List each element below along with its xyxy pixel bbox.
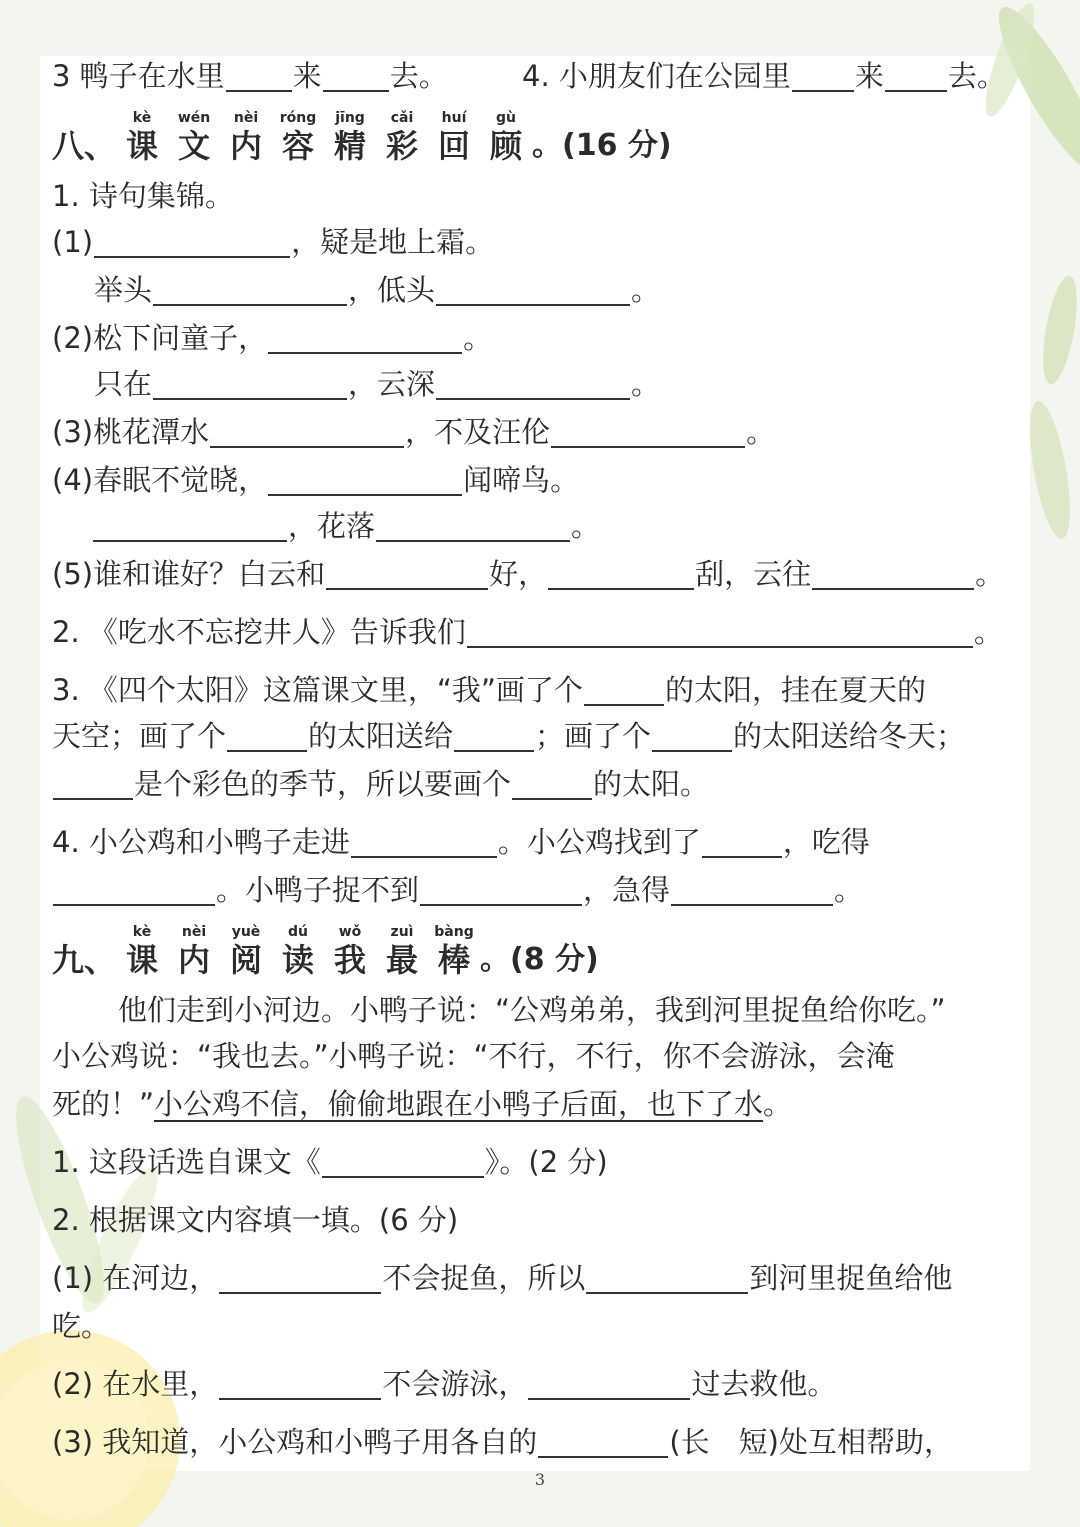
- pinyin: bàng: [434, 924, 474, 940]
- pinyin: wén: [177, 110, 211, 126]
- text: 的太阳。: [593, 767, 710, 801]
- section-number: 九、: [52, 941, 117, 979]
- answer-blank[interactable]: [323, 60, 389, 92]
- text: 。小公鸡找到了: [497, 825, 701, 859]
- text: (2) 在水里，: [52, 1367, 219, 1401]
- poem-5: [52, 554, 1004, 594]
- text: 不会游泳，: [382, 1367, 528, 1401]
- text: 的太阳送给: [308, 719, 454, 753]
- section-8-heading: [52, 110, 672, 166]
- pinyin-char: [324, 110, 376, 166]
- text: 。: [975, 557, 1005, 591]
- answer-blank[interactable]: [420, 874, 582, 906]
- pinyin: dú: [288, 924, 309, 940]
- answer-blank[interactable]: [93, 510, 287, 542]
- answer-blank[interactable]: [538, 1426, 668, 1458]
- page-number: 3: [534, 1470, 546, 1489]
- answer-blank[interactable]: [53, 768, 133, 800]
- q3-four-suns-line-1: [52, 670, 926, 710]
- pinyin: róng: [279, 110, 317, 126]
- passage-line-1: 他们走到小河边。小鸭子说：“公鸡弟弟，我到河里捉鱼给你吃。”: [118, 993, 946, 1027]
- hanzi: 内: [230, 127, 263, 165]
- text: 的太阳送给冬天；: [733, 719, 966, 753]
- pinyin-char: [480, 110, 532, 166]
- text: 闻啼鸟。: [463, 463, 580, 497]
- pinyin-char: [220, 924, 272, 980]
- text: 不会捉鱼，所以: [382, 1261, 586, 1295]
- text: 。: [746, 415, 776, 449]
- answer-blank[interactable]: [219, 1262, 381, 1294]
- answer-blank[interactable]: [227, 720, 307, 752]
- text: ，急得: [583, 873, 671, 907]
- text: 。: [571, 509, 601, 543]
- passage-line-3: [52, 1084, 792, 1124]
- hanzi: 容: [282, 127, 315, 165]
- text: 好，: [489, 557, 548, 591]
- hanzi: 文: [178, 127, 211, 165]
- underlined-sentence: 小公鸡不信，偷偷地跟在小鸭子后面，也下了水: [154, 1087, 764, 1121]
- poem-4-line-2: [92, 506, 600, 546]
- text: (5)谁和谁好？白云和: [52, 557, 326, 591]
- text: ；画了个: [535, 719, 652, 753]
- pinyin: cǎi: [390, 110, 414, 126]
- hanzi: 课: [126, 941, 159, 979]
- hanzi: 棒: [438, 941, 471, 979]
- hanzi: 阅: [230, 941, 263, 979]
- answer-blank[interactable]: [153, 274, 347, 306]
- text: (长 短)处互相帮助，: [669, 1425, 953, 1459]
- text: 死的！”: [52, 1087, 155, 1121]
- text: (2)松下问童子，: [52, 321, 268, 355]
- q3-four-suns-line-2: [52, 716, 965, 756]
- text: 2. 《吃水不忘挖井人》告诉我们: [52, 615, 466, 649]
- answer-blank[interactable]: [351, 826, 497, 858]
- text: 只在: [94, 367, 153, 401]
- pinyin-char: [168, 110, 220, 166]
- text: 是个彩色的季节，所以要画个: [134, 767, 512, 801]
- text: (1): [52, 225, 94, 259]
- q3-four-suns-line-3: [52, 764, 709, 804]
- section-score: 。(8 分): [480, 942, 599, 977]
- answer-blank[interactable]: [219, 1368, 381, 1400]
- pinyin: yuè: [231, 924, 261, 940]
- pinyin: gù: [496, 110, 517, 126]
- text: 去。: [389, 59, 448, 93]
- text: 。: [463, 321, 493, 355]
- answer-blank[interactable]: [53, 874, 215, 906]
- answer-blank[interactable]: [702, 826, 782, 858]
- answer-blank[interactable]: [94, 226, 290, 258]
- poem-1-line-1: [52, 222, 494, 262]
- answer-blank[interactable]: [376, 510, 570, 542]
- text: 4. 小公鸡和小鸭子走进: [52, 825, 350, 859]
- text: ，低头: [348, 273, 436, 307]
- text: 天空；画了个: [52, 719, 227, 753]
- text: 过去救他。: [691, 1367, 837, 1401]
- text: ，吃得: [782, 825, 870, 859]
- answer-blank[interactable]: [512, 768, 592, 800]
- text: 。: [834, 873, 864, 907]
- text: 。: [763, 1087, 793, 1121]
- pinyin: huí: [441, 110, 467, 126]
- section-number: 八、: [52, 127, 117, 165]
- q1-title: 1. 诗句集锦。: [52, 179, 234, 213]
- pinyin-char: [428, 924, 480, 980]
- hanzi: 最: [386, 941, 419, 979]
- text: (4)春眠不觉晓，: [52, 463, 268, 497]
- answer-blank[interactable]: [153, 368, 347, 400]
- text: 3 鸭子在水里: [52, 59, 225, 93]
- text: 到河里捉鱼给他: [749, 1261, 953, 1295]
- answer-blank[interactable]: [584, 674, 664, 706]
- pinyin-char: [376, 110, 428, 166]
- answer-blank[interactable]: [812, 558, 974, 590]
- hanzi: 彩: [386, 127, 419, 165]
- answer-blank[interactable]: [586, 1262, 748, 1294]
- pinyin-char: [272, 110, 324, 166]
- pinyin: kè: [132, 110, 152, 126]
- hanzi: 读: [282, 941, 315, 979]
- reading-q2-item-3: [52, 1422, 953, 1462]
- answer-blank[interactable]: [792, 60, 854, 92]
- hanzi: 回: [438, 127, 471, 165]
- text: 。: [973, 615, 1003, 649]
- reading-q1: [52, 1142, 608, 1182]
- text: 3. 《四个太阳》这篇课文里，“我”画了个: [52, 673, 583, 707]
- text: ，花落: [288, 509, 376, 543]
- reading-q2-item-1: [52, 1258, 952, 1298]
- reading-q2-title: 2. 根据课文内容填一填。(6 分): [52, 1203, 459, 1237]
- fill-question-duck: [52, 56, 448, 96]
- poem-2-line-1: [52, 318, 492, 358]
- answer-blank[interactable]: [436, 274, 630, 306]
- fill-question-park: [522, 56, 1006, 96]
- q2-well-story: [52, 612, 1003, 652]
- text: 来: [854, 59, 884, 93]
- pinyin: zuì: [390, 924, 414, 940]
- text: 》。(2 分): [484, 1145, 608, 1179]
- text: (1) 在河边，: [52, 1261, 219, 1295]
- text: 刮，云往: [695, 557, 812, 591]
- text: 的太阳，挂在夏天的: [664, 673, 926, 707]
- q4-rooster-duck-line-2: [52, 870, 863, 910]
- passage-line-2: 小公鸡说：“我也去。”小鸭子说：“不行，不行，你不会游泳，会淹: [52, 1039, 895, 1073]
- reading-q2-item-1-cont: 吃。: [52, 1309, 111, 1343]
- answer-blank[interactable]: [467, 616, 973, 648]
- answer-blank[interactable]: [652, 720, 732, 752]
- pinyin-char: [116, 110, 168, 166]
- answer-blank[interactable]: [671, 874, 833, 906]
- q4-rooster-duck-line-1: [52, 822, 870, 862]
- text: (3)桃花潭水: [52, 415, 210, 449]
- text: ，疑是地上霜。: [291, 225, 495, 259]
- answer-blank[interactable]: [548, 558, 694, 590]
- section-score: 。(16 分): [532, 128, 672, 163]
- pinyin: wǒ: [338, 924, 362, 940]
- pinyin-char: [428, 110, 480, 166]
- text: (3) 我知道，小公鸡和小鸭子用各自的: [52, 1425, 538, 1459]
- answer-blank[interactable]: [454, 720, 534, 752]
- answer-blank[interactable]: [210, 416, 404, 448]
- answer-blank[interactable]: [528, 1368, 690, 1400]
- hanzi: 内: [178, 941, 211, 979]
- text: 。小鸭子捉不到: [216, 873, 420, 907]
- answer-blank[interactable]: [322, 1146, 484, 1178]
- pinyin-char: [220, 110, 272, 166]
- text: 来: [292, 59, 322, 93]
- hanzi: 精: [334, 127, 367, 165]
- text: 。: [631, 367, 661, 401]
- poem-2-line-2: [94, 364, 660, 404]
- text: 。: [631, 273, 661, 307]
- section-9-heading: [52, 924, 599, 980]
- text: 1. 这段话选自课文《: [52, 1145, 321, 1179]
- text: 4. 小朋友们在公园里: [522, 59, 791, 93]
- answer-blank[interactable]: [226, 60, 292, 92]
- poem-1-line-2: [94, 270, 660, 310]
- answer-blank[interactable]: [436, 368, 630, 400]
- text: 举头: [94, 273, 153, 307]
- answer-blank[interactable]: [326, 558, 488, 590]
- pinyin: jīng: [335, 110, 365, 126]
- answer-blank[interactable]: [551, 416, 745, 448]
- pinyin: nèi: [233, 110, 259, 126]
- text: ，云深: [348, 367, 436, 401]
- pinyin-char: [324, 924, 376, 980]
- pinyin: kè: [132, 924, 152, 940]
- pinyin-char: [168, 924, 220, 980]
- pinyin-char: [116, 924, 168, 980]
- answer-blank[interactable]: [268, 322, 462, 354]
- hanzi: 我: [334, 941, 367, 979]
- text: ，不及汪伦: [405, 415, 551, 449]
- answer-blank[interactable]: [268, 464, 462, 496]
- pinyin-char: [376, 924, 428, 980]
- hanzi: 课: [126, 127, 159, 165]
- poem-4-line-1: [52, 460, 579, 500]
- text: 去。: [947, 59, 1006, 93]
- answer-blank[interactable]: [885, 60, 947, 92]
- pinyin: nèi: [181, 924, 207, 940]
- hanzi: 顾: [490, 127, 523, 165]
- pinyin-char: [272, 924, 324, 980]
- reading-q2-item-2: [52, 1364, 836, 1404]
- poem-3: [52, 412, 775, 452]
